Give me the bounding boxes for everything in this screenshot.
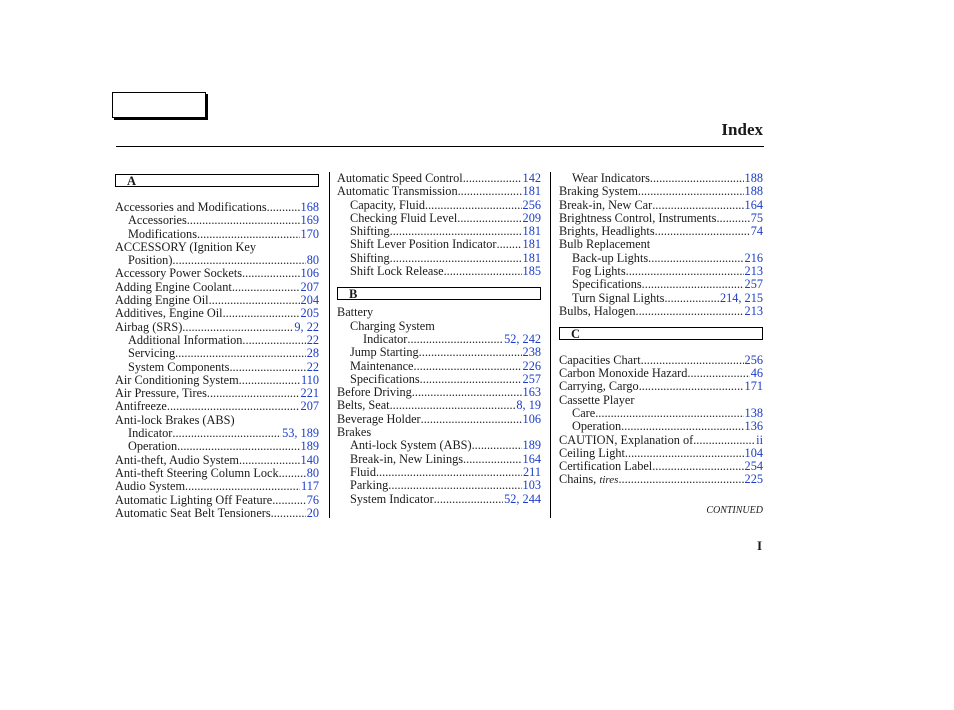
index-entry (115, 454, 319, 467)
page-link[interactable]: 171 (744, 379, 763, 394)
entry-term: Fluid (350, 464, 376, 479)
dot-leader (390, 225, 522, 238)
index-entry (337, 172, 541, 185)
entry-term: Airbag (SRS) (115, 319, 183, 334)
entry-term: Air Conditioning System (115, 372, 239, 387)
entry-term: Belts, Seat (337, 398, 390, 413)
entry-term: System Indicator (350, 491, 434, 506)
page-link[interactable]: 46 (750, 366, 763, 381)
page-link[interactable]: 188 (744, 171, 763, 185)
dot-leader (463, 453, 522, 466)
index-entry (559, 394, 763, 407)
page-link[interactable]: 20 (306, 505, 319, 520)
dot-leader (458, 185, 522, 198)
index-entry (559, 420, 763, 433)
dot-leader (693, 434, 755, 447)
index-entry (115, 254, 319, 267)
page-link[interactable]: 185 (522, 264, 541, 279)
dot-leader (229, 361, 305, 374)
index-entry (115, 480, 319, 493)
index-entry (559, 252, 763, 265)
index-entry (559, 305, 763, 318)
entry-term: Fog Lights (572, 264, 626, 279)
entry-term: Antifreeze (115, 399, 167, 414)
entry-term: Cassette Player (559, 392, 635, 407)
page-link[interactable]: 28 (306, 346, 319, 361)
index-entry (559, 199, 763, 212)
index-entry (115, 334, 319, 347)
page-link[interactable]: 53, 189 (282, 426, 319, 441)
entry-term: Braking System (559, 184, 638, 199)
spacer (559, 318, 763, 325)
entry-term: Ceiling Light (559, 445, 625, 460)
index-entry (559, 292, 763, 305)
dot-leader (648, 252, 743, 265)
dot-leader (232, 281, 300, 294)
page-link[interactable]: 9, 22 (294, 319, 319, 334)
page-link[interactable]: 117 (301, 479, 319, 494)
entry-term: Capacities Chart (559, 352, 641, 367)
entry-term: Adding Engine Oil (115, 293, 209, 308)
page-link[interactable]: 213 (744, 303, 763, 318)
dot-leader (621, 420, 743, 433)
page-link[interactable]: 164 (744, 197, 763, 212)
entry-term: Parking (350, 478, 389, 493)
dot-leader (655, 225, 750, 238)
index-entry (115, 201, 319, 214)
index-entry (115, 321, 319, 334)
page-link[interactable]: 80 (306, 253, 319, 268)
page-link[interactable]: 52, 244 (504, 491, 541, 506)
dot-leader (267, 201, 300, 214)
entry-term: Servicing (128, 346, 176, 361)
index-entry (337, 346, 541, 359)
header-rule (116, 146, 764, 147)
index-entry (115, 400, 319, 413)
dot-leader (463, 172, 522, 185)
dot-leader (652, 199, 743, 212)
page-link[interactable]: 189 (300, 439, 319, 454)
entry-term: Accessory Power Sockets (115, 266, 243, 281)
dot-leader (197, 228, 300, 241)
index-entry (337, 399, 541, 412)
index-entry (337, 413, 541, 426)
dot-leader (185, 480, 300, 493)
index-entry (115, 228, 319, 241)
index-entry (559, 172, 763, 185)
entry-term: Position) (128, 253, 173, 268)
dot-leader (421, 413, 522, 426)
entry-term: Additives, Engine Oil (115, 306, 223, 321)
entry-term: Operation (128, 439, 178, 454)
page-link[interactable]: 225 (744, 472, 763, 487)
index-column-1 (115, 172, 319, 520)
index-entry (337, 252, 541, 265)
page-link[interactable]: 238 (522, 345, 541, 360)
column-divider (550, 172, 551, 518)
page-link[interactable]: 142 (522, 171, 541, 185)
entry-term: Turn Signal Lights (572, 290, 665, 305)
index-entry (115, 467, 319, 480)
page-link[interactable]: 136 (744, 419, 763, 434)
index-entry (337, 386, 541, 399)
entry-term: Audio System (115, 479, 186, 494)
index-entry (337, 426, 541, 439)
dot-leader (242, 334, 305, 347)
dot-leader (652, 460, 743, 473)
dot-leader (497, 238, 522, 251)
entry-term: Anti-theft Steering Column Lock (115, 465, 279, 480)
index-column-2 (337, 172, 541, 506)
entry-term: Certification Label (559, 459, 653, 474)
index-entry (115, 307, 319, 320)
column-divider (329, 172, 330, 518)
entry-term: Care (572, 405, 596, 420)
dot-leader (390, 252, 522, 265)
page-link[interactable]: 80 (306, 465, 319, 480)
dot-leader (636, 305, 744, 318)
entry-term: Carbon Monoxide Hazard (559, 366, 688, 381)
entry-term: Bulb Replacement (559, 237, 651, 252)
page-link[interactable]: 76 (306, 492, 319, 507)
page-link[interactable]: 75 (750, 210, 763, 225)
dot-leader (172, 427, 281, 440)
index-entry (115, 241, 319, 254)
page-link[interactable]: 211 (523, 464, 541, 479)
index-entry (115, 361, 319, 374)
index-entry (559, 185, 763, 198)
index-entry (559, 265, 763, 278)
entry-term: Chains, (559, 472, 597, 487)
entry-term: Shift Lever Position Indicator (350, 237, 497, 252)
index-entry (559, 460, 763, 473)
spacer (559, 340, 763, 354)
page-link[interactable]: 216 (744, 250, 763, 265)
entry-term: Maintenance (350, 358, 414, 373)
entry-term-italic: tires (599, 474, 619, 487)
page-link[interactable]: 207 (300, 399, 319, 414)
index-entry (337, 265, 541, 278)
page-link[interactable]: 181 (522, 237, 541, 252)
index-entry (337, 212, 541, 225)
entry-term: Beverage Holder (337, 411, 421, 426)
page-link[interactable]: 138 (744, 405, 763, 420)
dot-leader (412, 386, 522, 399)
dot-leader (444, 265, 522, 278)
page-link[interactable]: 106 (522, 411, 541, 426)
dot-leader (376, 466, 522, 479)
entry-term: Automatic Seat Belt Tensioners (115, 505, 271, 520)
page-title: Index (721, 120, 763, 139)
page-link[interactable]: 188 (744, 184, 763, 199)
dot-leader (420, 373, 522, 386)
dot-leader (407, 333, 503, 346)
page-link[interactable]: 22 (306, 332, 319, 347)
index-entry (115, 414, 319, 427)
dot-leader (434, 493, 503, 506)
page-link[interactable]: 254 (744, 459, 763, 474)
dot-leader (419, 346, 522, 359)
page-link[interactable]: 103 (522, 478, 541, 493)
dot-leader (618, 473, 743, 486)
page-link[interactable]: 52, 242 (504, 331, 541, 346)
dot-leader (664, 292, 718, 305)
index-entry (115, 281, 319, 294)
entry-term: Bulbs, Halogen (559, 303, 636, 318)
page-link[interactable]: 169 (300, 213, 319, 228)
page-link[interactable]: 256 (744, 352, 763, 367)
entry-term: Jump Starting (350, 345, 419, 360)
index-entry (337, 225, 541, 238)
index-entry (559, 238, 763, 251)
page-link[interactable]: 256 (522, 197, 541, 212)
entry-term: Operation (572, 419, 622, 434)
dot-leader (625, 447, 744, 460)
index-entry (337, 185, 541, 198)
page-link[interactable]: 205 (300, 306, 319, 321)
dot-leader (425, 199, 522, 212)
dot-leader (223, 307, 300, 320)
page-link[interactable]: 110 (301, 372, 319, 387)
page-link[interactable]: ii (756, 432, 763, 447)
index-entry (115, 374, 319, 387)
index-entry (337, 360, 541, 373)
dot-leader (642, 278, 744, 291)
entry-term: Additional Information (128, 332, 243, 347)
page-link[interactable]: 221 (300, 386, 319, 401)
index-entry (337, 466, 541, 479)
entry-term: Accessories and Modifications (115, 200, 267, 214)
page-link[interactable]: 209 (522, 210, 541, 225)
entry-term: Brights, Headlights (559, 224, 655, 239)
dot-leader (242, 267, 300, 280)
index-entry (337, 238, 541, 251)
entry-term: Carrying, Cargo (559, 379, 639, 394)
dot-leader (239, 374, 300, 387)
dot-leader (207, 387, 300, 400)
entry-term: Brightness Control, Instruments (559, 210, 717, 225)
entry-term: Charging System (350, 318, 435, 333)
index-entry (559, 212, 763, 225)
entry-term: Anti-lock System (ABS) (350, 438, 472, 453)
entry-term: CAUTION, Explanation of (559, 432, 694, 447)
page-link[interactable]: 8, 19 (516, 398, 541, 413)
page-link[interactable]: 181 (522, 250, 541, 265)
index-entry (337, 333, 541, 346)
entry-term: Automatic Transmission (337, 184, 458, 199)
page-link[interactable]: 106 (300, 266, 319, 281)
index-entry (559, 367, 763, 380)
entry-term: Break-in, New Linings (350, 451, 464, 466)
page-link[interactable]: 207 (300, 279, 319, 294)
page-link[interactable]: 163 (522, 385, 541, 400)
index-entry (115, 507, 319, 520)
dot-leader (272, 494, 305, 507)
index-entry (337, 320, 541, 333)
entry-term: Accessories (128, 213, 187, 228)
dot-leader (650, 172, 744, 185)
entry-term: Indicator (128, 426, 173, 441)
dot-leader (716, 212, 749, 225)
index-entry (115, 294, 319, 307)
entry-term: Shifting (350, 250, 390, 265)
page-link[interactable]: 189 (522, 438, 541, 453)
page-link[interactable]: 257 (744, 277, 763, 292)
page-number: I (757, 538, 763, 553)
entry-term: Shift Lock Release (350, 264, 444, 279)
entry-term: Automatic Speed Control (337, 171, 463, 185)
dot-leader (177, 440, 299, 453)
entry-term: System Components (128, 359, 230, 374)
index-entry (337, 199, 541, 212)
index-entry (115, 440, 319, 453)
entry-term: Wear Indicators (572, 171, 650, 185)
index-entry (337, 439, 541, 452)
dot-leader (472, 439, 522, 452)
page-link[interactable]: 168 (300, 200, 319, 214)
dot-leader (182, 321, 293, 334)
index-entry (559, 354, 763, 367)
entry-term: Break-in, New Car (559, 197, 653, 212)
entry-term: Anti-theft, Audio System (115, 452, 239, 467)
entry-term: Air Pressure, Tires (115, 386, 207, 401)
dot-leader (639, 380, 744, 393)
index-entry (559, 447, 763, 460)
dot-leader (175, 347, 306, 360)
index-entry (559, 278, 763, 291)
dot-leader (687, 367, 749, 380)
index-entry (559, 473, 763, 486)
entry-term: Capacity, Fluid (350, 197, 426, 212)
entry-term: Adding Engine Coolant (115, 279, 232, 294)
dot-leader (279, 467, 306, 480)
dot-leader (390, 399, 516, 412)
entry-term: Checking Fluid Level (350, 210, 458, 225)
section-letter: A (115, 174, 319, 187)
entry-term: Before Driving (337, 385, 412, 400)
index-entry (559, 407, 763, 420)
index-entry (559, 434, 763, 447)
dot-leader (239, 454, 300, 467)
page-link[interactable]: 214, 215 (719, 290, 763, 305)
page-link[interactable]: 213 (744, 264, 763, 279)
page-link[interactable]: 140 (300, 452, 319, 467)
entry-term: ACCESSORY (Ignition Key (115, 239, 256, 254)
entry-term: Specifications (572, 277, 642, 292)
index-entry (337, 479, 541, 492)
index-column-3 (559, 172, 763, 487)
entry-term: Shifting (350, 224, 390, 239)
spacer (337, 278, 541, 285)
index-entry (337, 493, 541, 506)
page-link[interactable]: 204 (300, 293, 319, 308)
section-letter: C (559, 327, 763, 340)
index-entry (115, 214, 319, 227)
page-link[interactable]: 170 (300, 226, 319, 241)
page-link[interactable]: 181 (522, 224, 541, 239)
dot-leader (167, 400, 300, 413)
index-entry (115, 267, 319, 280)
spacer (115, 187, 319, 201)
index-entry (559, 225, 763, 238)
index-tab-box (112, 92, 206, 118)
continued-note: CONTINUED (706, 505, 763, 516)
entry-term: Specifications (350, 371, 420, 386)
dot-leader (172, 254, 305, 267)
dot-leader (457, 212, 521, 225)
index-entry (115, 387, 319, 400)
page-link[interactable]: 257 (522, 371, 541, 386)
dot-leader (638, 185, 744, 198)
page-link[interactable]: 164 (522, 451, 541, 466)
index-entry (337, 373, 541, 386)
dot-leader (626, 265, 744, 278)
entry-term: Back-up Lights (572, 250, 649, 265)
index-entry (115, 347, 319, 360)
index-entry (337, 453, 541, 466)
index-entry (559, 380, 763, 393)
entry-term: Brakes (337, 425, 372, 440)
dot-leader (271, 507, 306, 520)
index-entry (115, 427, 319, 440)
dot-leader (414, 360, 522, 373)
page-link[interactable]: 74 (750, 224, 763, 239)
entry-term: Indicator (363, 331, 408, 346)
page-link[interactable]: 104 (744, 445, 763, 460)
page-link[interactable]: 22 (306, 359, 319, 374)
index-entry (115, 494, 319, 507)
entry-term: Anti-lock Brakes (ABS) (115, 412, 235, 427)
dot-leader (641, 354, 744, 367)
dot-leader (388, 479, 521, 492)
dot-leader (595, 407, 743, 420)
entry-term: Modifications (128, 226, 197, 241)
section-letter: B (337, 287, 541, 300)
page-link[interactable]: 181 (522, 184, 541, 199)
dot-leader (187, 214, 300, 227)
index-entry (337, 306, 541, 319)
dot-leader (209, 294, 300, 307)
entry-term: Battery (337, 305, 374, 320)
page-link[interactable]: 226 (522, 358, 541, 373)
entry-term: Automatic Lighting Off Feature (115, 492, 273, 507)
